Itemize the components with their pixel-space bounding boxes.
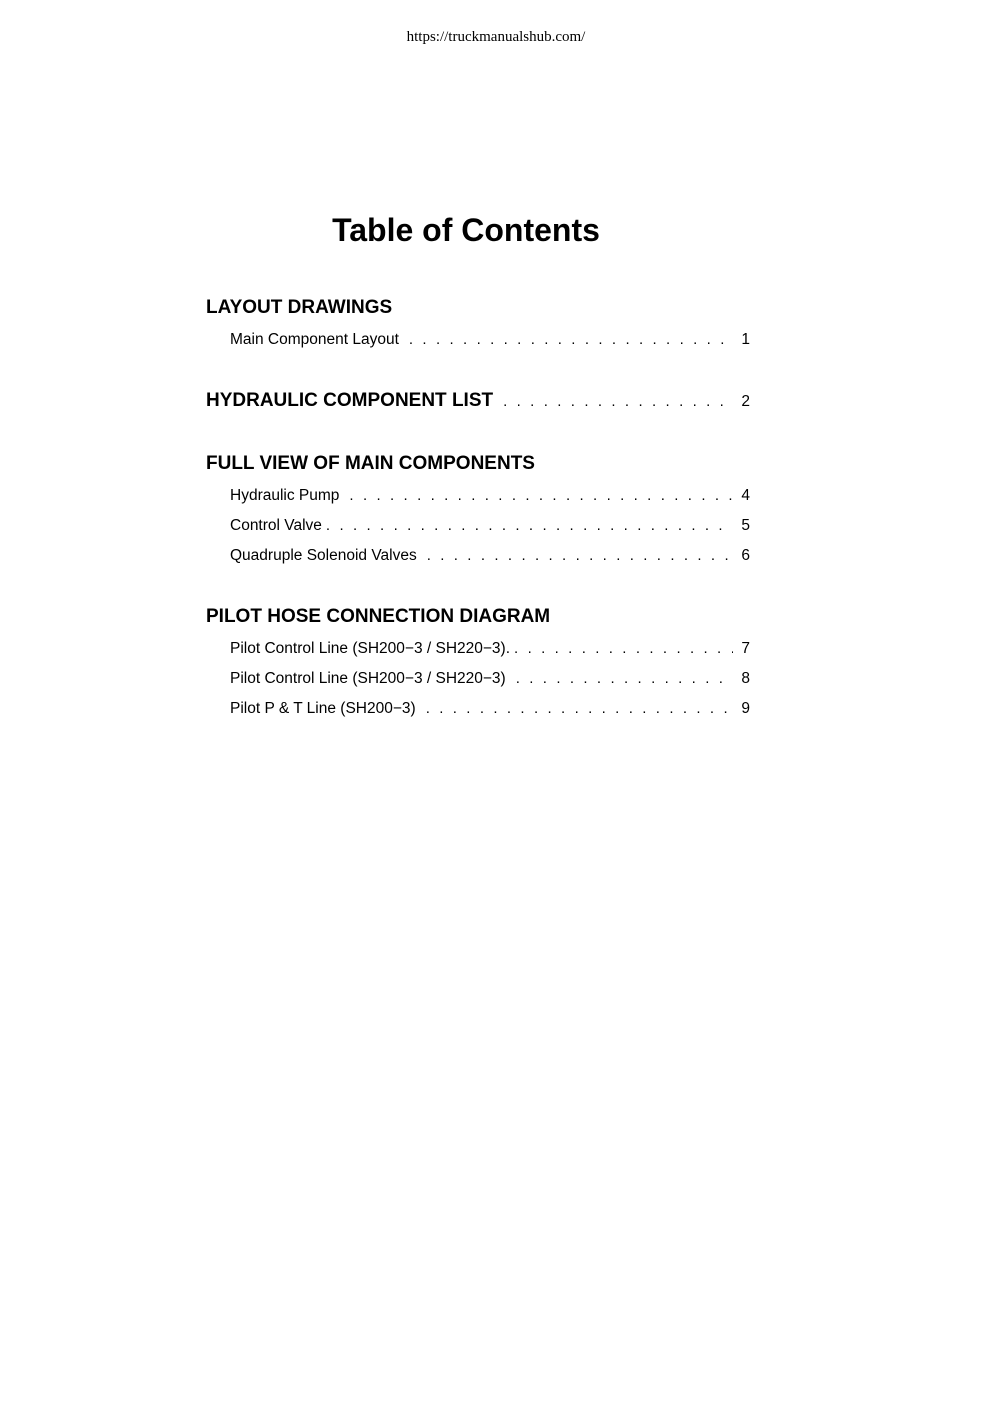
dot-leader [326,516,733,536]
section-heading-full-view: FULL VIEW OF MAIN COMPONENTS [206,453,535,474]
dot-leader [409,330,733,350]
toc-entry-label: Pilot P & T Line (SH200−3) [230,700,416,717]
page-title: Table of Contents [332,212,600,248]
toc-entry-label: Main Component Layout [230,331,399,348]
toc-entry-control-valve[interactable] [230,516,750,536]
dot-leader [514,639,733,659]
toc-entry-page: 1 [741,331,750,348]
dot-leader [349,486,733,506]
toc-entry-page: 9 [741,700,750,717]
toc-entry-label: Pilot Control Line (SH200−3 / SH220−3) [230,670,506,687]
toc-entry-page: 5 [741,517,750,534]
toc-entry-main-component-layout[interactable] [230,330,750,350]
dot-leader [426,699,734,719]
toc-entry-label: Hydraulic Pump [230,487,340,504]
toc-entry-pilot-control-line-1[interactable] [230,639,750,659]
toc-entry-page: 8 [741,670,750,687]
toc-entry-label: Pilot Control Line (SH200−3 / SH220−3). [230,640,511,657]
toc-entry-hydraulic-pump[interactable] [230,486,750,506]
toc-entry-hydraulic-component-list[interactable] [206,389,750,414]
section-heading-layout-drawings: LAYOUT DRAWINGS [206,297,393,318]
toc-entry-pilot-p-t-line[interactable] [230,699,750,719]
source-url: https://truckmanualshub.com/ [406,29,586,45]
toc-entry-page: 6 [741,547,750,564]
dot-leader [503,390,733,414]
toc-entry-page: 4 [741,487,750,504]
toc-entry-label: Quadruple Solenoid Valves [230,547,417,564]
toc-entry-quadruple-solenoid-valves[interactable] [230,546,750,566]
dot-leader [516,669,734,689]
section-heading-pilot-hose: PILOT HOSE CONNECTION DIAGRAM [206,606,551,627]
toc-entry-pilot-control-line-2[interactable] [230,669,750,689]
toc-entry-page: 2 [741,393,750,410]
dot-leader [427,546,734,566]
toc-entry-label: Control Valve [230,517,322,534]
toc-entry-page: 7 [741,640,750,657]
section-heading-hydraulic-component-list: HYDRAULIC COMPONENT LIST [206,390,494,411]
